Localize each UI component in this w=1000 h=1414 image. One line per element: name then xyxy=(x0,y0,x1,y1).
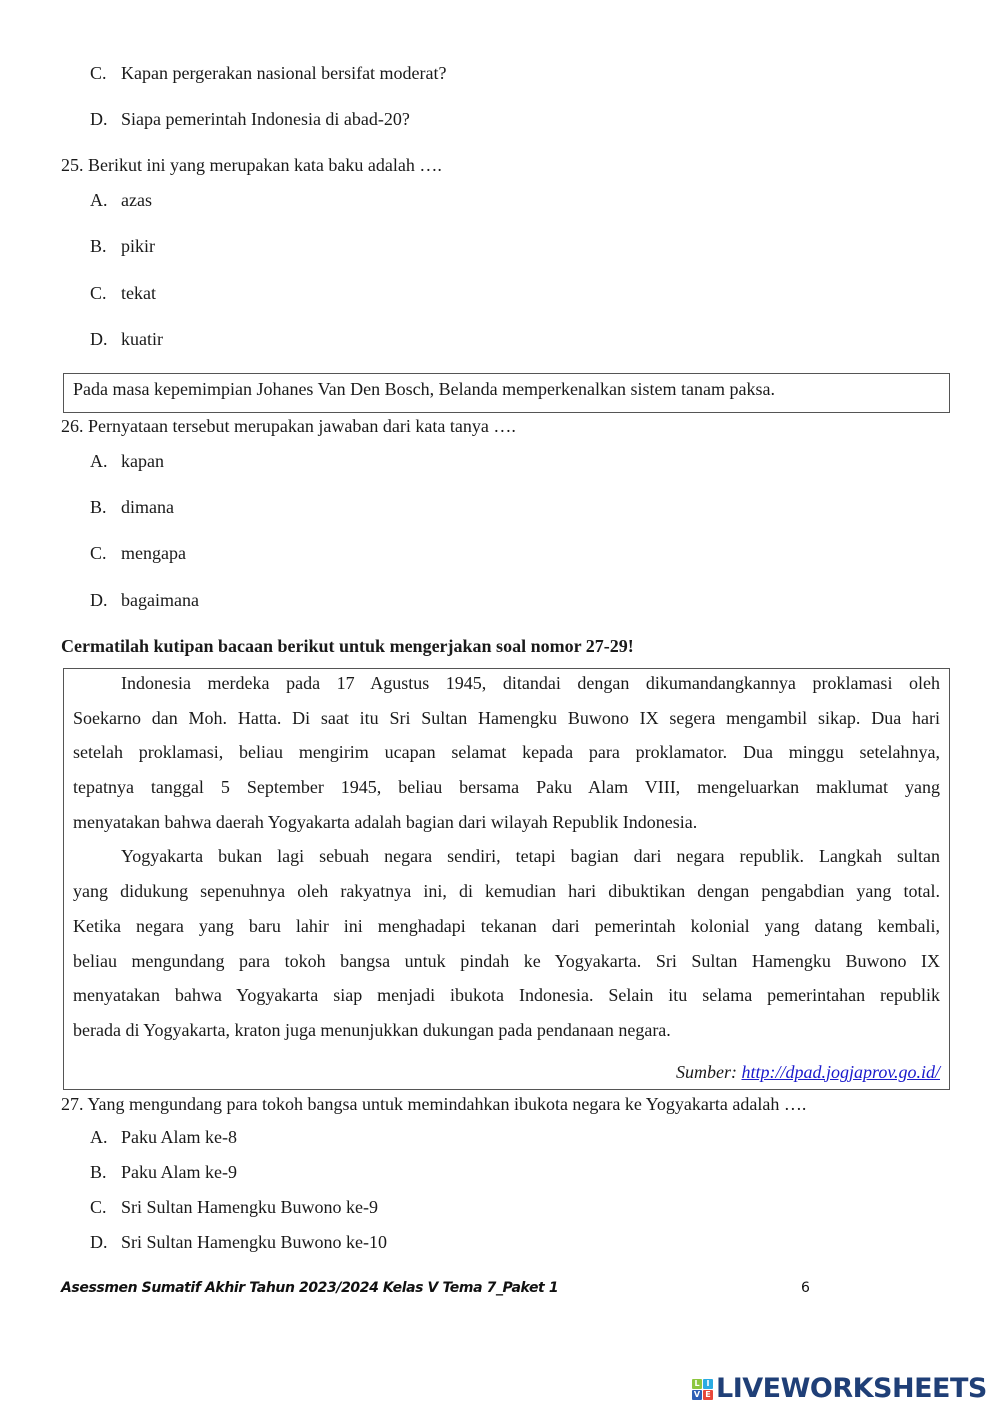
passage-line: Soekarno dan Moh. Hatta. Di saat itu Sri Sultan Hamengku Buwono IX segera mengambil sikap. Dua hari xyxy=(73,707,940,728)
option-text: Siapa pemerintah Indonesia di abad-20? xyxy=(121,109,410,129)
q25-option-c xyxy=(90,282,156,304)
option-letter: C. xyxy=(90,63,107,83)
option-letter: B. xyxy=(90,497,107,517)
question-25 xyxy=(61,154,442,176)
option-letter: C. xyxy=(90,283,107,303)
question-text: Pernyataan tersebut merupakan jawaban dari kata tanya …. xyxy=(88,416,516,436)
q25-option-b xyxy=(90,235,155,257)
option-letter: A. xyxy=(90,1127,108,1147)
q27-option-d xyxy=(90,1231,387,1253)
question-text: Yang mengundang para tokoh bangsa untuk memindahkan ibukota negara ke Yogyakarta adalah …. xyxy=(87,1094,807,1114)
question-number: 27. xyxy=(61,1094,84,1114)
q27-option-c xyxy=(90,1196,378,1218)
option-text: Sri Sultan Hamengku Buwono ke-9 xyxy=(121,1197,378,1217)
q27-option-a xyxy=(90,1126,237,1148)
passage-line: tepatnya tanggal 5 September 1945, beliau bersama Paku Alam VIII, mengeluarkan maklumat yang xyxy=(73,777,940,798)
logo-letter-l: L xyxy=(692,1379,702,1389)
question-26 xyxy=(61,415,516,437)
q25-option-a xyxy=(90,189,152,211)
q26-option-c xyxy=(90,542,186,564)
option-text: kapan xyxy=(121,451,164,471)
q24-option-d xyxy=(90,108,410,130)
option-text: Paku Alam ke-9 xyxy=(121,1162,237,1182)
question-number: 25. xyxy=(61,155,84,175)
q27-option-b xyxy=(90,1161,237,1183)
option-text: tekat xyxy=(121,283,156,303)
option-text: dimana xyxy=(121,497,174,517)
option-letter: B. xyxy=(90,236,107,256)
passage-line: Indonesia merdeka pada 17 Agustus 1945, ditandai dengan dikumandangkannya proklamasi oleh xyxy=(121,673,940,693)
passage-line: yang didukung sepenuhnya oleh rakyatnya ini, di kemudian hari dibuktikan dengan pengabdian yang total. xyxy=(73,881,940,902)
footer-title: Asessmen Sumatif Akhir Tahun 2023/2024 Kelas V Tema 7_Paket 1 xyxy=(61,1280,559,1296)
option-text: Paku Alam ke-8 xyxy=(121,1127,237,1147)
passage-source xyxy=(73,1055,940,1090)
page-number: 6 xyxy=(801,1280,810,1296)
logo-letter-v: V xyxy=(693,1389,701,1399)
q26-option-b xyxy=(90,496,174,518)
option-letter: A. xyxy=(90,190,108,210)
option-letter: C. xyxy=(90,543,107,563)
option-letter: C. xyxy=(90,1197,107,1217)
passage-line: setelah proklamasi, beliau mengirim ucapan selamat kepada para proklamator. Dua minggu setelahnya, xyxy=(73,742,940,763)
question-number: 26. xyxy=(61,416,84,436)
option-letter: D. xyxy=(90,329,108,349)
q26-option-d xyxy=(90,589,199,611)
option-letter: D. xyxy=(90,590,108,610)
option-text: azas xyxy=(121,190,152,210)
option-text: kuatir xyxy=(121,329,163,349)
option-text: bagaimana xyxy=(121,590,199,610)
passage-line: Ketika negara yang baru lahir ini menghadapi tekanan dari pemerintah kolonial yang datang kembali, xyxy=(73,915,940,936)
option-letter: B. xyxy=(90,1162,107,1182)
brand-text: LIVEWORKSHEETS xyxy=(716,1373,987,1404)
option-text: Sri Sultan Hamengku Buwono ke-10 xyxy=(121,1232,387,1252)
passage-line: berada di Yogyakarta, kraton juga menunjukkan dukungan pada pendanaan negara. xyxy=(73,1019,671,1040)
passage-line: Yogyakarta bukan lagi sebuah negara sendiri, tetapi bagian dari negara republik. Langkah sultan xyxy=(121,846,940,867)
option-letter: D. xyxy=(90,1232,108,1252)
option-text: pikir xyxy=(121,236,155,256)
option-text: mengapa xyxy=(121,543,186,563)
option-letter: D. xyxy=(90,109,108,129)
passage-line: beliau mengundang para tokoh bangsa untuk pindah ke Yogyakarta. Sri Sultan Hamengku Buwono IX xyxy=(73,950,940,971)
statement-text: Pada masa kepemimpian Johanes Van Den Bosch, Belanda memperkenalkan sistem tanam paksa. xyxy=(73,379,775,399)
statement-box xyxy=(63,373,950,413)
option-letter: A. xyxy=(90,451,108,471)
reading-instruction: Cermatilah kutipan bacaan berikut untuk mengerjakan soal nomor 27-29! xyxy=(61,636,634,656)
passage-line: menyatakan bahwa daerah Yogyakarta adalah bagian dari wilayah Republik Indonesia. xyxy=(73,811,698,832)
q25-option-d xyxy=(90,328,163,350)
source-label: Sumber: xyxy=(676,1061,742,1082)
logo-letter-i: I xyxy=(703,1379,713,1389)
passage-line: menyatakan bahwa Yogyakarta siap menjadi ibukota Indonesia. Selain itu selama pemerintahan republik xyxy=(73,985,940,1006)
question-27 xyxy=(61,1093,806,1115)
source-link[interactable]: http://dpad.jogjaprov.go.id/ xyxy=(741,1061,940,1082)
logo-letter-e: E xyxy=(703,1390,713,1400)
live-logo-icon xyxy=(692,1379,713,1400)
option-text: Kapan pergerakan nasional bersifat moderat? xyxy=(121,63,447,83)
reading-passage-box xyxy=(63,668,950,1090)
question-text: Berikut ini yang merupakan kata baku adalah …. xyxy=(88,155,442,175)
liveworksheets-brand xyxy=(692,1374,987,1404)
q24-option-c xyxy=(90,62,447,84)
q26-option-a xyxy=(90,450,164,472)
